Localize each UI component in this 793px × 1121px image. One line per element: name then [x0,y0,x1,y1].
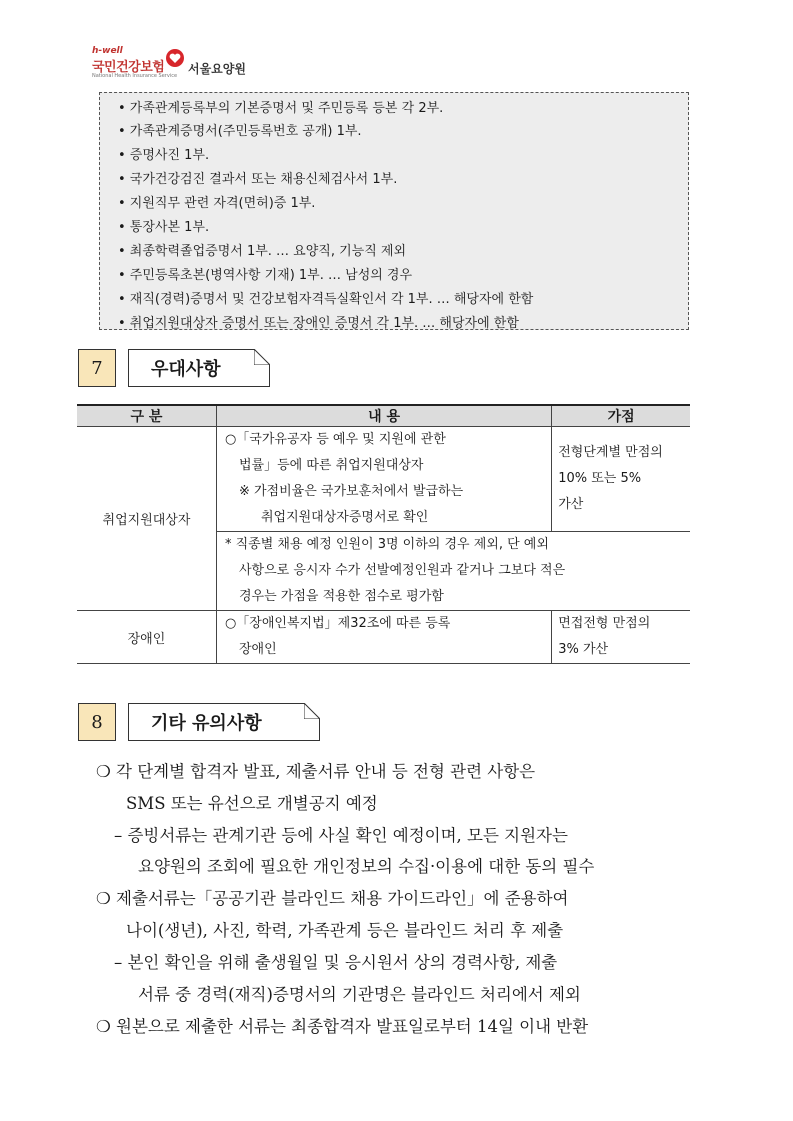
category-cell: 취업지원대상자 [77,427,216,611]
content-line: ○「장애인복지법」제32조에 따른 등록 [224,616,451,631]
header-content: 내 용 [216,405,551,427]
folded-corner-icon [254,349,270,365]
note-cell [216,532,690,611]
points-line: 가산 [558,497,584,512]
table-header-row [77,405,690,427]
header-points: 가점 [552,405,690,427]
organization-logo [92,46,262,80]
note-line: 경우는 가점을 적용한 점수로 평가함 [238,589,444,604]
note-item: ❍ 각 단계별 합격자 발표, 제출서류 안내 등 전형 관련 사항은 [96,762,536,781]
category-cell: 장애인 [77,611,216,664]
section-8-header [128,703,320,741]
note-continuation: 요양원의 조회에 필요한 개인정보의 수집·이용에 대한 동의 필수 [138,857,595,876]
content-cell [216,611,551,664]
section-8-number: 8 [78,703,116,741]
document-item: • 최종학력졸업증명서 1부. … 요양직, 기능직 제외 [118,244,407,259]
points-line: 10% 또는 5% [558,471,642,486]
content-line: 장애인 [238,642,277,657]
points-cell [552,427,690,532]
content-line: 취업지원대상자증명서로 확인 [260,510,429,525]
header-category: 구 분 [77,405,216,427]
logo-tagline: h-well [92,46,123,56]
points-cell [552,611,690,664]
content-line: 법률」등에 따른 취업지원대상자 [238,458,424,473]
content-cell [216,427,551,532]
preference-table [77,404,690,664]
note-line: * 직종별 채용 예정 인원이 3명 이하의 경우 제외, 단 예외 [224,537,549,552]
note-line: 사항으로 응시자 수가 선발예정인원과 같거나 그보다 적은 [238,563,566,578]
note-item: ❍ 원본으로 제출한 서류는 최종합격자 발표일로부터 14일 이내 반환 [96,1017,589,1036]
document-item: • 가족관계증명서(주민등록번호 공개) 1부. [118,124,362,139]
document-item: • 취업지원대상자 증명서 또는 장애인 증명서 각 1부. … 해당자에 한함 [118,316,519,331]
logo-branch-name: 서울요양원 [188,62,246,76]
folded-corner-icon [304,703,320,719]
section-8-title: 기타 유의사항 [151,713,262,734]
heart-icon [165,48,185,68]
document-item: • 국가건강검진 결과서 또는 채용신체검사서 1부. [118,172,398,187]
document-item: • 재직(경력)증명서 및 건강보험자격득실확인서 각 1부. … 해당자에 한함 [118,292,534,307]
required-documents-box [99,92,689,330]
document-item: • 통장사본 1부. [118,220,210,235]
logo-org-name: 국민건강보험 [92,60,165,75]
points-line: 전형단계별 만점의 [558,445,663,460]
document-item: • 지원직무 관련 자격(면허)증 1부. [118,196,316,211]
note-continuation: 나이(생년), 사진, 학력, 가족관계 등은 블라인드 처리 후 제출 [126,921,564,940]
section-7-number: 7 [78,349,116,387]
note-continuation: 서류 중 경력(재직)증명서의 기관명은 블라인드 처리에서 제외 [138,985,581,1004]
document-item: • 주민등록초본(병역사항 기재) 1부. … 남성의 경우 [118,268,413,283]
section-7-title: 우대사항 [151,359,221,380]
document-item: • 증명사진 1부. [118,148,210,163]
content-line: ※ 가점비율은 국가보훈처에서 발급하는 [238,484,464,499]
table-row [77,427,690,532]
note-subitem: – 본인 확인을 위해 출생월일 및 응시원서 상의 경력사항, 제출 [114,953,558,972]
table-row [77,611,690,664]
points-line: 3% 가산 [558,642,609,657]
note-subitem: – 증빙서류는 관계기관 등에 사실 확인 예정이며, 모든 지원자는 [114,826,568,845]
section-7-header [128,349,270,387]
note-item: ❍ 제출서류는「공공기관 블라인드 채용 가이드라인」에 준용하여 [96,889,569,908]
logo-org-en: National Health Insurance Service [92,73,178,79]
document-item: • 가족관계등록부의 기본증명서 및 주민등록 등본 각 2부. [118,101,444,116]
points-line: 면접전형 만점의 [558,616,651,631]
content-line: ○「국가유공자 등 예우 및 지원에 관한 [224,432,446,447]
note-continuation: SMS 또는 유선으로 개별공지 예정 [126,794,378,813]
